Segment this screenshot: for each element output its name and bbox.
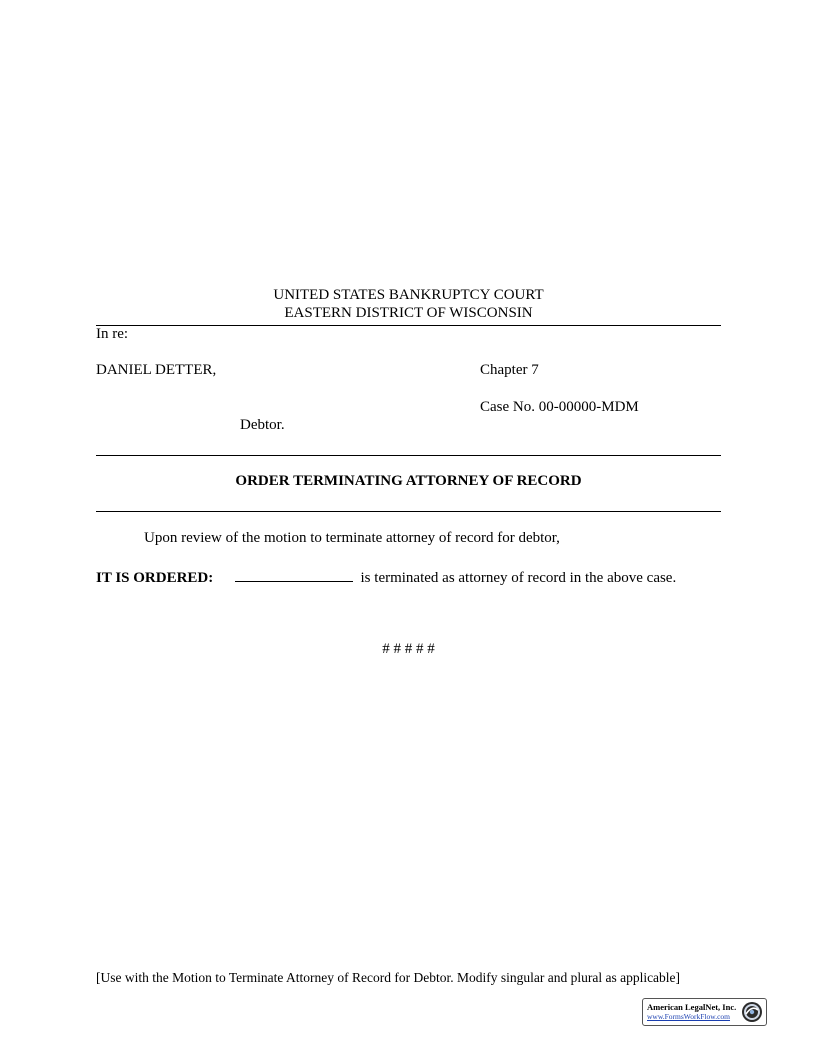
- footer-note: [Use with the Motion to Terminate Attorney of Record for Debtor. Modify singular and plural as applicable]: [96, 970, 681, 985]
- end-marks: # # # # #: [382, 641, 435, 657]
- chapter-label: Chapter 7: [480, 362, 539, 378]
- attorney-name-blank[interactable]: [235, 567, 353, 582]
- title-bottom-rule: [96, 511, 721, 512]
- logo-company-name: American LegalNet, Inc.: [647, 1002, 737, 1012]
- debtor-name: DANIEL DETTER,: [96, 362, 217, 378]
- case-number: Case No. 00-00000-MDM: [480, 399, 639, 415]
- in-re-label: In re:: [96, 326, 129, 342]
- order-intro: Upon review of the motion to terminate attorney of record for debtor,: [144, 530, 560, 546]
- order-title: ORDER TERMINATING ATTORNEY OF RECORD: [235, 473, 582, 489]
- globe-swirl-icon: [741, 1001, 763, 1023]
- caption-top-rule: [96, 325, 721, 326]
- title-top-rule: [96, 455, 721, 456]
- ordered-label: IT IS ORDERED:: [96, 570, 214, 586]
- logo-url-link[interactable]: www.FormsWorkFlow.com: [647, 1012, 731, 1021]
- district-name: EASTERN DISTRICT OF WISCONSIN: [284, 305, 533, 321]
- ordered-line: [96, 567, 676, 587]
- ordered-text: is terminated as attorney of record in the above case.: [360, 570, 677, 586]
- american-legalnet-logo[interactable]: [642, 998, 767, 1026]
- court-name: UNITED STATES BANKRUPTCY COURT: [273, 287, 544, 303]
- debtor-label: Debtor.: [240, 417, 285, 433]
